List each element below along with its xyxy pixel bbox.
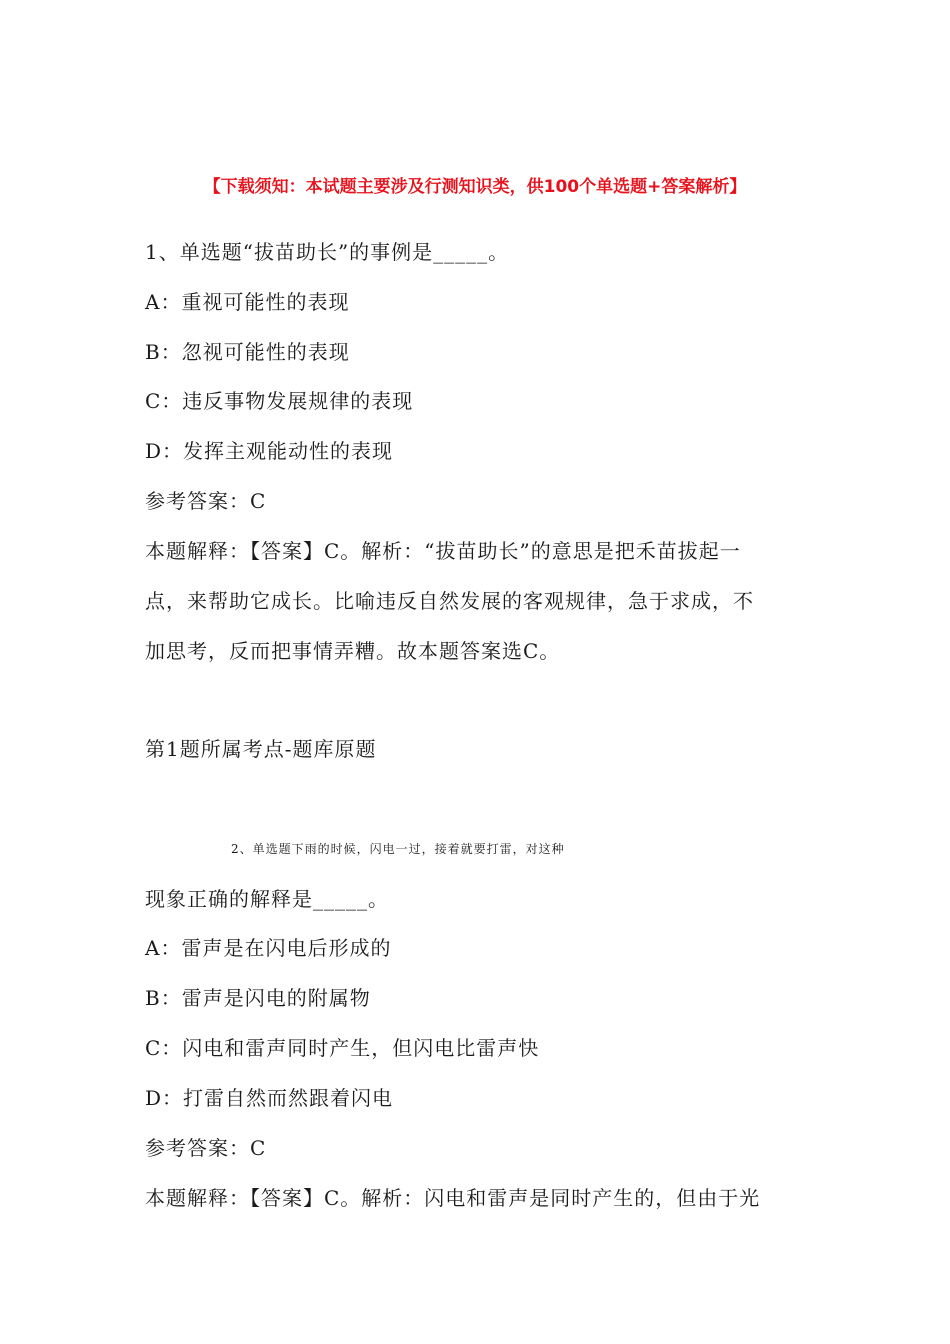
question-1-text: 1、单选题“拔苗助长”的事例是_____。: [145, 240, 510, 264]
question-1-explanation-line-2: 点，来帮助它成长。比喻违反自然发展的客观规律，急于求成，不: [145, 589, 754, 613]
question-1-answer: 参考答案：C: [145, 489, 267, 513]
question-2-option-c: C：闪电和雷声同时产生，但闪电比雷声快: [145, 1036, 540, 1060]
question-2-option-a: A：雷声是在闪电后形成的: [145, 936, 392, 960]
question-1-option-a: A：重视可能性的表现: [145, 290, 350, 314]
question-2-text-line-2: 现象正确的解释是_____。: [145, 887, 389, 911]
question-2-answer: 参考答案：C: [145, 1136, 267, 1160]
question-1-option-c: C：违反事物发展规律的表现: [145, 389, 414, 413]
download-notice: 【下载须知：本试题主要涉及行测知识类，供100个单选题+答案解析】: [203, 177, 747, 197]
question-1-explanation-line-3: 加思考，反而把事情弄糟。故本题答案选C。: [145, 639, 561, 663]
question-1-topic: 第1题所属考点-题库原题: [145, 737, 377, 761]
question-1-option-b: B：忽视可能性的表现: [145, 340, 350, 364]
question-2-option-b: B：雷声是闪电的附属物: [145, 986, 371, 1010]
question-1-explanation-line-1: 本题解释：【答案】C。解析：“拔苗助长”的意思是把禾苗拔起一: [145, 539, 741, 563]
question-2-text-line-1: 2、单选题下雨的时候，闪电一过，接着就要打雷，对这种: [231, 842, 565, 856]
question-2-option-d: D：打雷自然而然跟着闪电: [145, 1086, 394, 1110]
question-2-explanation-line-1: 本题解释：【答案】C。解析：闪电和雷声是同时产生的，但由于光: [145, 1186, 761, 1210]
question-1-option-d: D：发挥主观能动性的表现: [145, 439, 394, 463]
